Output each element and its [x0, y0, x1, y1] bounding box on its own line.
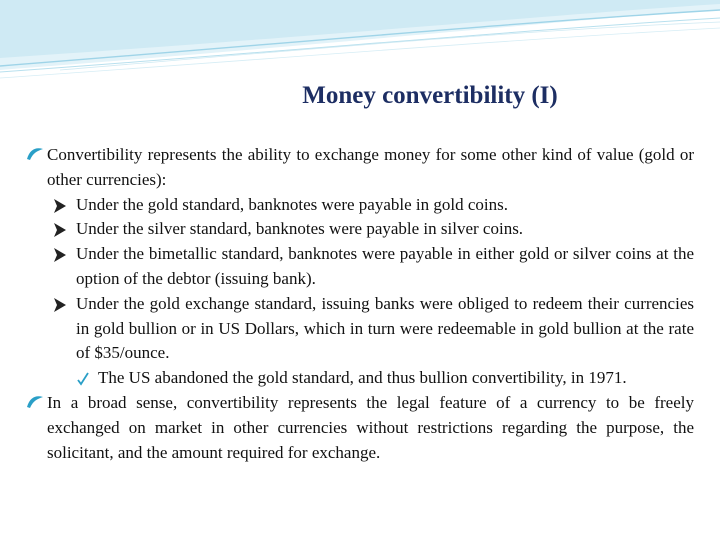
bullet-convertibility [26, 143, 694, 193]
swoosh-bullet-icon [26, 391, 44, 411]
sub-bullet-text: Under the bimetallic standard, banknotes were payable in either gold or silver coins at the option of the debtor (issuing bank). [76, 244, 694, 288]
arrowhead-bullet-icon [53, 217, 67, 239]
bullet-broad-sense [26, 391, 694, 465]
sub-bullet-gold-standard [26, 193, 694, 218]
arrowhead-bullet-icon [53, 242, 67, 264]
sub-bullet-text: Under the gold standard, banknotes were payable in gold coins. [76, 194, 508, 214]
sub-bullet-bimetallic-standard [26, 242, 694, 292]
sub-sub-bullet-text: The US abandoned the gold standard, and thus bullion convertibility, in 1971. [98, 368, 627, 388]
sub-sub-bullet-us-abandoned [26, 366, 694, 391]
slide-content [26, 143, 694, 465]
sub-bullet-gold-exchange-standard [26, 292, 694, 366]
sub-bullet-text: Under the gold exchange standard, issuing banks were obliged to redeem their currencies in gold bullion or in US Dollars, which in turn were redeemable in gold bullion at the rate of $35/ounce. [76, 293, 694, 363]
arrowhead-bullet-icon [53, 292, 67, 314]
swoosh-bullet-icon [26, 143, 44, 163]
page-title: Money convertibility (I) [302, 82, 558, 109]
sub-bullet-silver-standard [26, 217, 694, 242]
header-banner [0, 0, 720, 90]
bullet-text: In a broad sense, convertibility represents the legal feature of a currency to be freely exchanged on market in other currencies without restrictions regarding the purpose, the solicitant, and the amount required for exchange. [47, 392, 694, 462]
sub-bullet-text: Under the silver standard, banknotes were payable in silver coins. [76, 219, 524, 239]
bullet-text: Convertibility represents the ability to exchange money for some other kind of value (gold or other currencies): [47, 145, 694, 189]
arrowhead-bullet-icon [53, 193, 67, 215]
checkmark-bullet-icon [76, 366, 90, 388]
